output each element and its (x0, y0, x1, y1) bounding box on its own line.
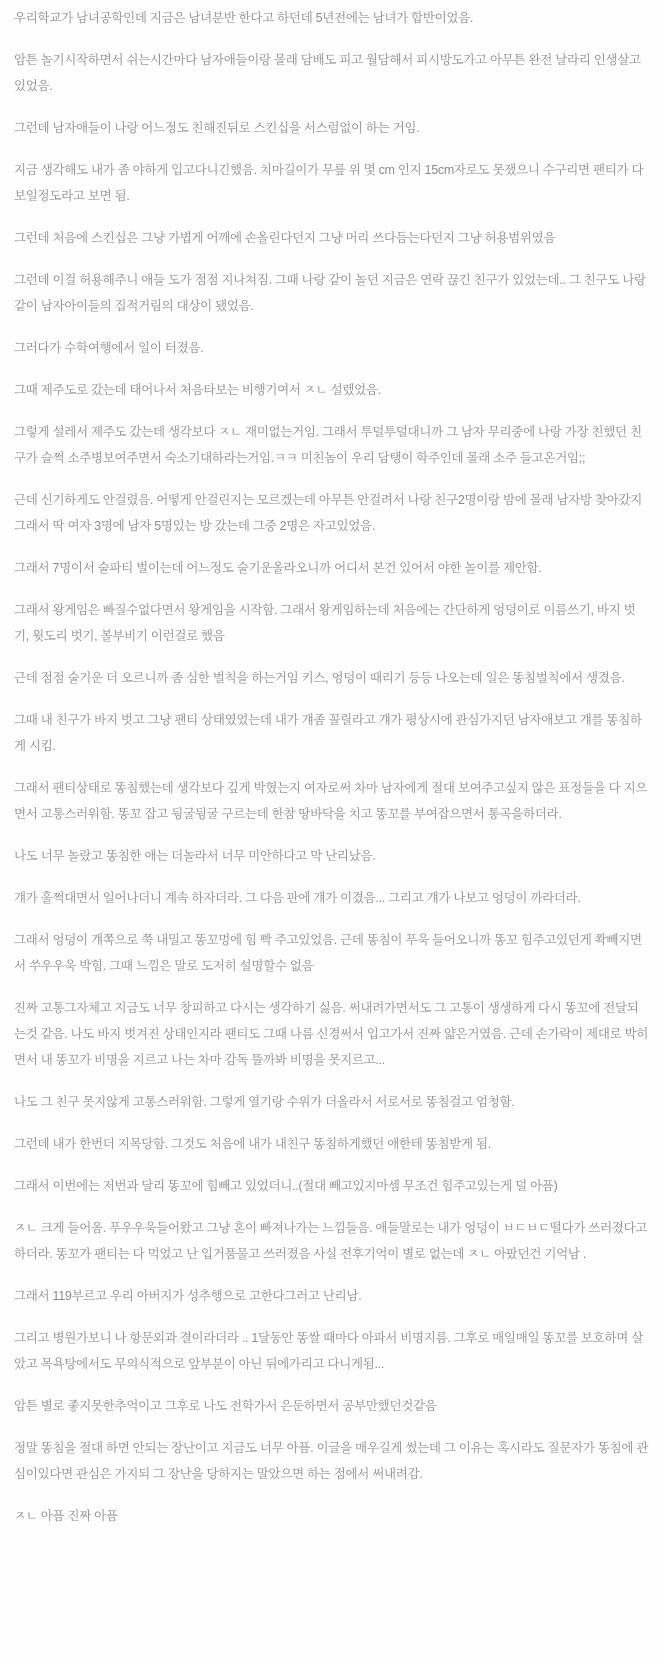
paragraph: 그래서 119부르고 우리 아버지가 성추행으로 고한다그러고 난리남. (14, 1289, 362, 1303)
paragraph: 그런데 남자애들이 나랑 어느정도 친해진뒤로 스킨십을 서스럼없이 하는 거임. (14, 121, 420, 135)
paragraph: 그래서 7명이서 술파티 벌이는데 어느정도 술기운올라오니까 어디서 본건 있어서 야한 놀이를 제안함. (14, 561, 542, 575)
paragraph: ㅈㄴ 아픔 진짜 아픔 (14, 1509, 118, 1523)
paragraph: 그렇게 설레서 제주도 갔는데 생각보다 ㅈㄴ 재미없는거임. 그래서 투덜투덜대니까 그 남자 무리중에 나랑 가장 친했던 친구가 슬쩍 소주병보여주면서 숙소기대하라는거임.ㅋㅋ 미친놈이 우리 담탱이 학주인데 몰래 소주 들고온거임;; (14, 425, 642, 465)
paragraph: 그래서 이번에는 저번과 달리 똥꼬에 힘빼고 있었더니..(절대 빼고있지마셈 무조건 힘주고있는게 덜 아픔) (14, 1179, 558, 1193)
paragraph: 근데 점점 술기운 더 오르니까 좀 심한 벌칙을 하는거임 키스, 엉덩이 때리기 등등 나오는데 일은 똥침벌칙에서 생겼음. (14, 671, 625, 685)
paragraph: 우리학교가 남녀공학인데 지금은 남녀분반 한다고 하던데 5년전에는 남녀가 합반이었음. (14, 11, 474, 25)
paragraph: 암튼 별로 좋지못한추억이고 그후로 나도 전학가서 은둔하면서 공부만했던것같음 (14, 1399, 437, 1413)
paragraph: 정말 똥침을 절대 하면 안되는 장난이고 지금도 너무 아픔. 이글을 매우길게 썼는데 그 이유는 혹시라도 질문자가 똥침에 관심이있다면 관심은 가지되 그 장난을 당하지는 말았으면 하는 점에서 써내려감. (14, 1441, 649, 1481)
paragraph: 그러다가 수학여행에서 일이 터졌음. (14, 341, 204, 355)
paragraph: 그래서 팬티상태로 똥침했는데 생각보다 깊게 박혔는지 여자로써 차마 남자에게 절대 보여주고싶지 않은 표정들을 다 지으면서 고통스러워함. 똥꼬 잡고 뒹굴뒹굴 구르는데 한참 땅바닥을 치고 똥꼬를 부여잡으면서 통곡을하더라. (14, 781, 648, 821)
paragraph: 그런데 내가 한번더 지목당함. 그것도 처음에 내가 내친구 똥침하게했던 애한테 똥침받게 됨. (14, 1137, 491, 1151)
paragraph: 그런데 이걸 허용해주니 애들 도가 점점 지나쳐짐. 그때 나랑 같이 놀던 지금은 연락 끊긴 친구가 있었는데.. 그 친구도 나랑 같이 남자아이들의 집적거림의 대상이 됐었음. (14, 273, 646, 313)
paragraph: 그리고 병원가보니 나 항문외과 결이라더라 .. 1달동안 똥쌀 때마다 아파서 비명지름. 그후로 매일매일 똥꼬를 보호하며 살았고 목욕탕에서도 무의식적으로 앞부분이 아닌 뒤에가리고 다니게됨... (14, 1331, 643, 1371)
paragraph: 나도 그 친구 못지않게 고통스러워함. 그렇게 열기랑 수위가 더올라서 서로서로 똥침걸고 엄청함. (14, 1095, 515, 1109)
paragraph: 그래서 왕게임은 빠질수없다면서 왕게임을 시작함. 그래서 왕게임하는데 처음에는 간단하게 엉덩이로 이름쓰기, 바지 벗기, 윗도리 벗기, 볼부비기 이런걸로 했음 (14, 603, 636, 643)
paragraph: 그래서 엉덩이 걔쪽으로 쭉 내밀고 똥꼬멍에 힘 빡 주고있었음. 근데 똥침이 푸욱 들어오니까 똥꼬 힘주고있던게 쫙빼지면서 쑤우우욱 박힘. 그때 느낌은 말로 도저히 설명할수 없음 (14, 933, 642, 973)
paragraph: 그때 제주도로 갔는데 태어나서 처음타보는 비행기여서 ㅈㄴ 설렜었음. (14, 383, 381, 397)
paragraph: 암튼 놀기시작하면서 쉬는시간마다 남자애들이랑 몰래 담배도 피고 월담해서 피시방도가고 아무튼 완전 날라리 인생살고 있었음. (14, 53, 641, 93)
paragraph: ㅈㄴ 크게 들어옴. 푸우우욱들어왔고 그냥 혼이 빠져나가는 느낌들음. 애들말로는 내가 엉덩이 ㅂㄷㅂㄷ떨다가 쓰러졌다고하더라. 똥꼬가 팬티는 다 먹었고 난 입거품물고 쓰러졌음 사실 전후기억이 별로 없는데 ㅈㄴ 아팠던건 기억남 . (14, 1221, 648, 1261)
paragraph: 진짜 고통그자체고 지금도 너무 창피하고 다시는 생각하기 싫음. 써내려가면서도 그 고통이 생생하게 다시 똥꼬에 전달되는것 같음. 나도 바지 벗겨진 상태인지라 팬티도 그때 나름 신경써서 입고가서 진짜 얇은거였음. 근데 손가락이 제대로 박히면서 내 똥꼬가 비명을 지르고 나는 차마 감독 뜰까봐 비명을 못지르고... (14, 1001, 649, 1067)
paragraph: 걔가 훌쩍대면서 일어나더니 계속 하자더라. 그 다음 판에 걔가 이겼음... 그리고 걔가 나보고 엉덩이 까라더라. (14, 891, 581, 905)
paragraph: 그런데 처음에 스킨십은 그냥 가볍게 어깨에 손올린다던지 그냥 머리 쓰다듬는다던지 그냥 허용범위였음 (14, 231, 556, 245)
paragraph: 지금 생각해도 내가 좀 야하게 입고다니긴했음. 치마길이가 무릎 위 몇 cm 인지 15cm자로도 못쟀으니 수구리면 팬티가 다 보일정도라고 보면 됨. (14, 163, 644, 203)
paragraph: 근데 신기하게도 안걸렸음. 어떻게 안걸린지는 모르겠는데 아무튼 안걸려서 나랑 친구2명이랑 밤에 몰래 남자방 찾아갔지 그래서 딱 여자 3명에 남자 5명있는 방 갔는데 그중 2명은 자고있었음. (14, 493, 643, 533)
paragraph: 그때 내 친구가 바지 벗고 그냥 팬티 상태였었는데 내가 걔좀 꼴릴라고 걔가 평상시에 관심가지던 남자애보고 걔를 똥침하게 시킴. (14, 713, 642, 753)
paragraph: 나도 너무 놀랐고 똥침한 애는 더놀라서 너무 미안하다고 막 난리났음. (14, 849, 376, 863)
